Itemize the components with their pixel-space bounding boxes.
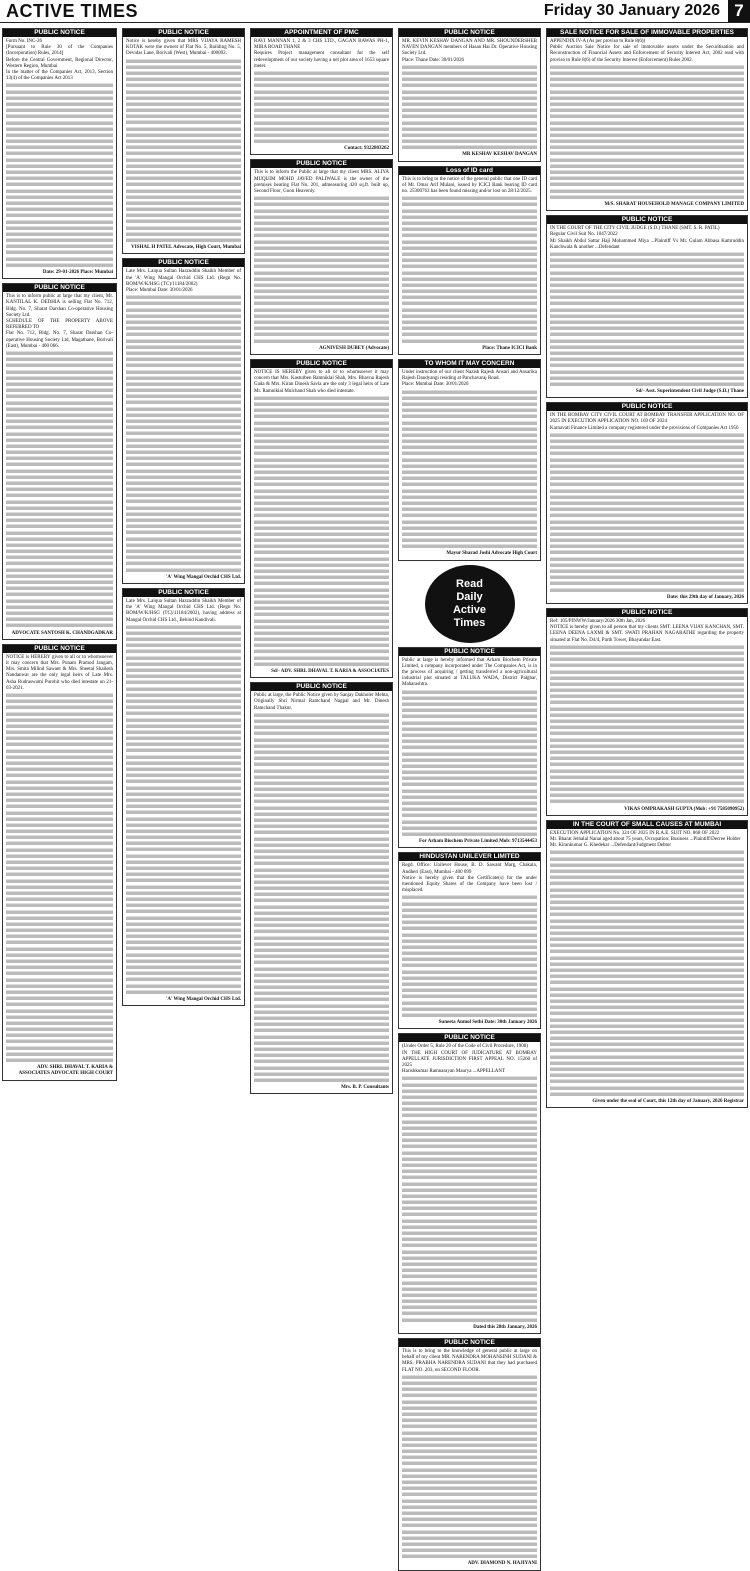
- body-text-line: [402, 338, 537, 344]
- notice-signature: ADV. SHRI. DHAVAL T. KARIA & ASSOCIATES ADVOCATE HIGH COURT: [18, 1065, 113, 1077]
- body-text-line: [550, 1091, 744, 1097]
- notice-signature: 'A' Wing Mangal Orchid CHS Ltd.: [165, 574, 241, 580]
- body-text-line: [126, 237, 241, 243]
- notice-title: PUBLIC NOTICE: [547, 609, 747, 617]
- body-text-line: [402, 1012, 537, 1018]
- notice-title: PUBLIC NOTICE: [547, 403, 747, 411]
- notice-text: EXECUTION APPLICATION No. 324 OF 2025 IN R.A.E. SUIT NO. 868 OF 2022: [550, 830, 720, 836]
- notice-text: This is to inform the Public at large that my client MRS. ALIYA MUQUIM MOHD JAVED PALIWALE is the owner of the premises bearing Flat No. 201, admeasuring 420 sq.ft. built up, Second Floor, Goon Heavenly.: [254, 170, 389, 195]
- notice-title: PUBLIC NOTICE: [3, 29, 116, 37]
- notice-signature: M/S. SHARAT HOUSEHOLD MANAGE COMPANY LIMITED: [604, 201, 744, 207]
- notice-title: Loss of ID card: [399, 167, 540, 175]
- notice-text: Mr. Bharat Jethalal Nanai aged about 75 years, Occupation: Business ...Plaintiff/Decree Holder: [550, 837, 741, 843]
- notice-title: HINDUSTAN UNILEVER LIMITED: [399, 853, 540, 861]
- paper-name: ACTIVE TIMES: [6, 1, 139, 21]
- body-text-line: [6, 262, 113, 268]
- notice-title: PUBLIC NOTICE: [251, 160, 392, 168]
- notice-text: Public at large is hereby informed that Arham Biochem Private Limited, a company incorporated under The Companies Act, is in the process of acquiring / getting transferred a non-agricultural industrial plot situated at TALUKA WADA, District Palghar, Maharashtra.: [402, 657, 537, 688]
- notice-signature: 'A' Wing Mangal Orchid CHS Ltd.: [165, 996, 241, 1002]
- body-text-line: [254, 1077, 389, 1083]
- page-number: 7: [728, 0, 750, 22]
- notice-box: [546, 608, 748, 816]
- notice-text: APPENDIX IV-A (As per proviso to Rule 8(6)): [550, 39, 646, 44]
- notice-signature: VIKAS OMPRAKASH GUPTA (Mob: +91 7585090952): [624, 806, 744, 812]
- body-text-line: [6, 1057, 113, 1063]
- notice-box: [2, 28, 117, 279]
- body-text-line: [254, 138, 389, 144]
- notice-box: [250, 159, 393, 355]
- notice-box: [122, 258, 245, 583]
- body-text-line: [550, 194, 744, 200]
- body-text-line: [402, 1553, 537, 1559]
- notice-title: PUBLIC NOTICE: [399, 1034, 540, 1042]
- notice-box: [122, 588, 245, 1006]
- body-text-line: [402, 1317, 537, 1323]
- notice-signature: Contact: 9322803262: [344, 146, 389, 152]
- body-text-line: [402, 543, 537, 549]
- notice-box: [546, 402, 748, 604]
- notice-signature: Dated this 28th January, 2026: [473, 1324, 537, 1330]
- notice-title: IN THE COURT OF SMALL CAUSES AT MUMBAI: [547, 821, 747, 829]
- notice-signature: ADV. DIAMOND N. HAJIYANI: [467, 1561, 537, 1567]
- notice-signature: Mayur Sharad Joshi Advocate High Court: [446, 551, 537, 557]
- notice-box: [398, 28, 541, 162]
- notice-signature: Sd/- ADV. SHRI. DHAVAL T. KARIA & ASSOCIATES: [271, 669, 389, 675]
- notice-text: In the matter of the Companies Act, 2013, Section 13(4) of the Companies Act 2013: [6, 70, 113, 82]
- body-text-line: [126, 567, 241, 573]
- notice-text: Public Auction Sale Notice for sale of immovable assets under the Securitisation and Reconstruction of Financial Assets and Enforcement of Security Interest Act, 2002 read with proviso to Rule 8(6) of the Security Interest (Enforcement) Rules 2002.: [550, 45, 744, 63]
- notice-signature: Suneeta Anmol Sethi Date: 30th January 2026: [438, 1020, 537, 1026]
- notice-box: [250, 682, 393, 1094]
- notice-signature: Sd/- Asst. Superintendent Civil Judge (S.D.) Thane: [635, 389, 744, 395]
- notice-box: [250, 359, 393, 678]
- notice-title: TO WHOM IT MAY CONCERN: [399, 360, 540, 368]
- notice-box: [398, 647, 541, 849]
- notice-title: SALE NOTICE FOR SALE OF IMMOVABLE PROPERTIES: [547, 29, 747, 37]
- notice-text: Regular Civil Suit No. 1047/2022: [550, 232, 618, 238]
- notice-title: PUBLIC NOTICE: [547, 216, 747, 224]
- column-4: [398, 28, 541, 1571]
- body-text-line: [126, 989, 241, 995]
- notice-signature: MR KESHAV KESHAV DANGAN: [462, 152, 537, 158]
- notice-signature: Place: Thane ICICI Bank: [482, 345, 537, 351]
- notice-text: Flat No. 712, Bldg. No. 7, Sharat Darshan Co-operative Housing Society Ltd, Magathane, Borivali (East), Mumbai - 400 066.: [6, 331, 113, 349]
- notice-text: Late Mrs. Laiqua Sultan Hazzuddin Shaikh Member of the 'A' Wing Mangal Orchid CHS Ltd. (Regn No. BOM/W/K/HSG (TC)/11184/2002): [126, 269, 241, 287]
- body-text-line: [550, 381, 744, 387]
- body-text-line: [254, 661, 389, 667]
- notice-text: Under instruction of our client Nazish Rajesh Ansari and Ansarika Rajesh Dandyangi residing at Panchavaraj Road.: [402, 369, 537, 382]
- notice-text: Notice is hereby given that MRS VIJAYA RAMESH KOTAK were the owners of Flat No. 5, Building No. 5, Devidas Lane, Borivali (West), Mumbai - 400092.: [126, 39, 241, 57]
- notice-box: [398, 1033, 541, 1334]
- notice-text: Mr. Kirankumar G. Khedekar ...Defendant/Judgment Debtor: [550, 843, 672, 849]
- notice-box: [122, 28, 245, 254]
- issue-date: Friday 30 January 2026: [543, 2, 720, 19]
- notice-title: APPOINTMENT OF PMC: [251, 29, 392, 37]
- notice-signature: Date: this 29th day of January, 2026: [666, 594, 744, 600]
- notice-text: NOTICE IS HEREBY given to all or to whomsoever it may concern that Mrs. Kasturben Ramniklal Shah, Mrs. Bhavna Rajesh Gada & Mrs. Kiran Dinesh Savla are the only 3 legal heirs of Late Mr. Ramniklal Mulchand Shah who died intestate.: [254, 369, 389, 394]
- notice-text: This is to bring to the notice of the general public that one ID card of Mr. Omar Arif Mulani, issued by ICICI Bank bearing ID card no. 25300763 has been found missing and/or lost on 28/12/2025.: [402, 176, 537, 195]
- notice-text: IN THE BOMBAY CITY CIVIL COURT AT BOMBAY TRANSFER APPLICATION NO. OF 2025 IN EXECUTION APPLICATION NO. 169 OF 2024: [550, 413, 744, 425]
- notice-title: PUBLIC NOTICE: [3, 645, 116, 653]
- notice-box: [2, 283, 117, 639]
- notice-text: RAVI MANNAN 1, 2 & 3 CHS LTD., GAGAN BAWAS PH-1, MIRA ROAD THANE: [254, 39, 389, 51]
- notice-title: PUBLIC NOTICE: [399, 29, 540, 37]
- notice-text: Form No. INC-26: [6, 39, 42, 44]
- body-text-line: [402, 831, 537, 837]
- notice-box: [250, 28, 393, 155]
- body-text-line: [550, 798, 744, 804]
- notice-box: [398, 166, 541, 355]
- notice-signature: Mrs. B. P. Consultants: [341, 1085, 389, 1091]
- notice-text: SCHEDULE OF THE PROPERTY ABOVE REFERRED TO: [6, 319, 113, 331]
- notice-title: PUBLIC NOTICE: [251, 360, 392, 368]
- notice-signature: For Arham Biochem Private Limited Mob: 9713544453: [419, 839, 537, 845]
- notice-text: Before the Central Government, Regional Director, Western Region, Mumbai: [6, 57, 113, 69]
- masthead: [0, 0, 750, 23]
- notice-signature: Date: 29-01-2026 Place: Mumbai: [42, 270, 113, 276]
- notice-text: IN THE COURT OF THE CITY CIVIL JUDGE (S.D.) THANE (SMT. S. R. PATIL): [550, 226, 720, 232]
- notice-text: (Under Order 5, Rule 20 of the Code of Civil Procedure, 1908): [402, 1044, 528, 1050]
- notice-signature: VISHAL H PATEL Advocate, High Court, Mumbai: [131, 245, 241, 251]
- notice-box: [398, 1338, 541, 1571]
- notice-box: [546, 28, 748, 211]
- notice-signature: Given under the seal of Court, this 12th day of January, 2026 Registrar: [592, 1098, 744, 1104]
- column-3: [250, 28, 393, 1571]
- notice-text: IN THE HIGH COURT OF JUDICATURE AT BOMBAY APPELLATE JURISDICTION FIRST APPEAL NO. 15260 of 2025: [402, 1050, 537, 1068]
- column-5: [546, 28, 748, 1571]
- notice-text: [Pursuant to Rule 30 of the Companies (Incorporation) Rules, 2014]: [6, 45, 113, 57]
- body-text-line: [254, 338, 389, 344]
- body-text-line: [550, 587, 744, 593]
- notice-text: Notice is hereby given that the Certificate(s) for the under mentioned Equity Shares of the Company have been lost / misplaced.: [402, 875, 537, 894]
- column-1: [2, 28, 117, 1571]
- notice-title: PUBLIC NOTICE: [399, 648, 540, 656]
- notice-title: PUBLIC NOTICE: [123, 589, 244, 597]
- notice-text: This is to inform public at large that my client, Mr. KANTILAL K. DEDHIA is selling Flat No. 712, Bldg. No. 7, Sharat Darshan Co-operative Housing Society Ltd.: [6, 294, 113, 318]
- notice-text: MR. KEVIN KESHAV DANGAN AND MR. SHOUNDERSHEB NAVEN DANGAN members of Hasan Hai Dr. Operative Housing Society Ltd.: [402, 39, 537, 57]
- notice-title: PUBLIC NOTICE: [3, 284, 116, 292]
- notice-text: Place: Thane Date: 30/01/2026: [402, 57, 464, 63]
- notice-signature: ADVOCATE SANTOSH K. CHANDGADKAR: [11, 630, 113, 636]
- body-text-line: [6, 622, 113, 628]
- notice-text: Harishkumar Ramnarayan Maurya ...APPELLANT: [402, 1069, 506, 1075]
- read-active-times-badge: Read Daily Active Times: [425, 565, 515, 643]
- notice-title: PUBLIC NOTICE: [123, 29, 244, 37]
- notice-text: Public at large, the Public Notice given by Sanjay Dakholer Mehta, Originally Shri Nirmal Ramchand Nagpal and Mr. Dinesh Ramchand Thakur.: [254, 693, 389, 711]
- notice-text: Ref: 105/PINWW/January/2026 30th Jan, 2026: [550, 618, 646, 624]
- notice-text: NOTICE is hereby given to all person that my clients SMT. LEENA VIJAY KANCHAN, SMT. LEENA DEENA LAXMI & SMT. SWATI PRAHAN NAGARATHE regarding the property situated at Flat No. D4/4, Parth Tower, Bhayandar East.: [550, 625, 744, 643]
- notice-text: NOTICE is HEREBY given to all or to whomsoever it may concern that Mrs. Punam Pramod Jangam, Mrs. Smita Milind Sawant & Mrs. Sheetal Shailesh Nandanwar are the only legal heirs of Late Mrs. Asha Rudraswami Purohit who died intestate on 21-03-2021.: [6, 654, 113, 691]
- notice-text: Regd. Office: Unilever House, B. D. Sawant Marg, Chakala, Andheri (East), Mumbai - 400 099: [402, 863, 537, 875]
- notice-text: Karnavati Finance Limited a company registered under the provisions of Companies Act 1956: [550, 425, 739, 431]
- notice-box: [546, 820, 748, 1108]
- notice-box: [546, 215, 748, 398]
- column-2: [122, 28, 245, 1571]
- notice-title: PUBLIC NOTICE: [123, 259, 244, 267]
- notice-signature: AGNIVESH DUBEY (Advocate): [319, 345, 389, 351]
- body-text-line: [402, 144, 537, 150]
- notice-title: PUBLIC NOTICE: [251, 683, 392, 691]
- notice-text: This is to bring to the knowledge of general public at large on behalf of my client MR. NARENDRA MOHANSINH SUDANI & MRS. PRABHA NARENDRA SUDANI that they had purchased FLAT NO. 203, on SECOND FLOOR.: [402, 1349, 537, 1373]
- notice-text: Requires Project management consultant for the self redevelopment of our society having a net plot area of 1653 square meter.: [254, 51, 389, 69]
- notice-text: Late Mrs. Laiqua Sultan Hazzuddin Shaikh Member of the 'A' Wing Mangal Orchid CHS Ltd. (Regn No. BOM/W/K/HSG (TC)/11184/2002), having address at Mangal Orchid CHS Ltd., Behind Kandivali.: [126, 598, 241, 623]
- notice-title: PUBLIC NOTICE: [399, 1339, 540, 1347]
- notice-box: [2, 644, 117, 1081]
- notice-box: [398, 359, 541, 561]
- notice-text: Mr Shaikh Abdul Sattar Haji Mohammed Miya ...Plaintiff Vs Mr. Gulam Abbasa Kamruddin Kanchwala & another ...Defendant: [550, 238, 744, 250]
- notice-text: Place: Mumbai Date: 30/01/2026: [402, 382, 469, 388]
- notice-text: Place: Mumbai Date: 30/01/2026: [126, 288, 193, 294]
- notice-box: [398, 852, 541, 1029]
